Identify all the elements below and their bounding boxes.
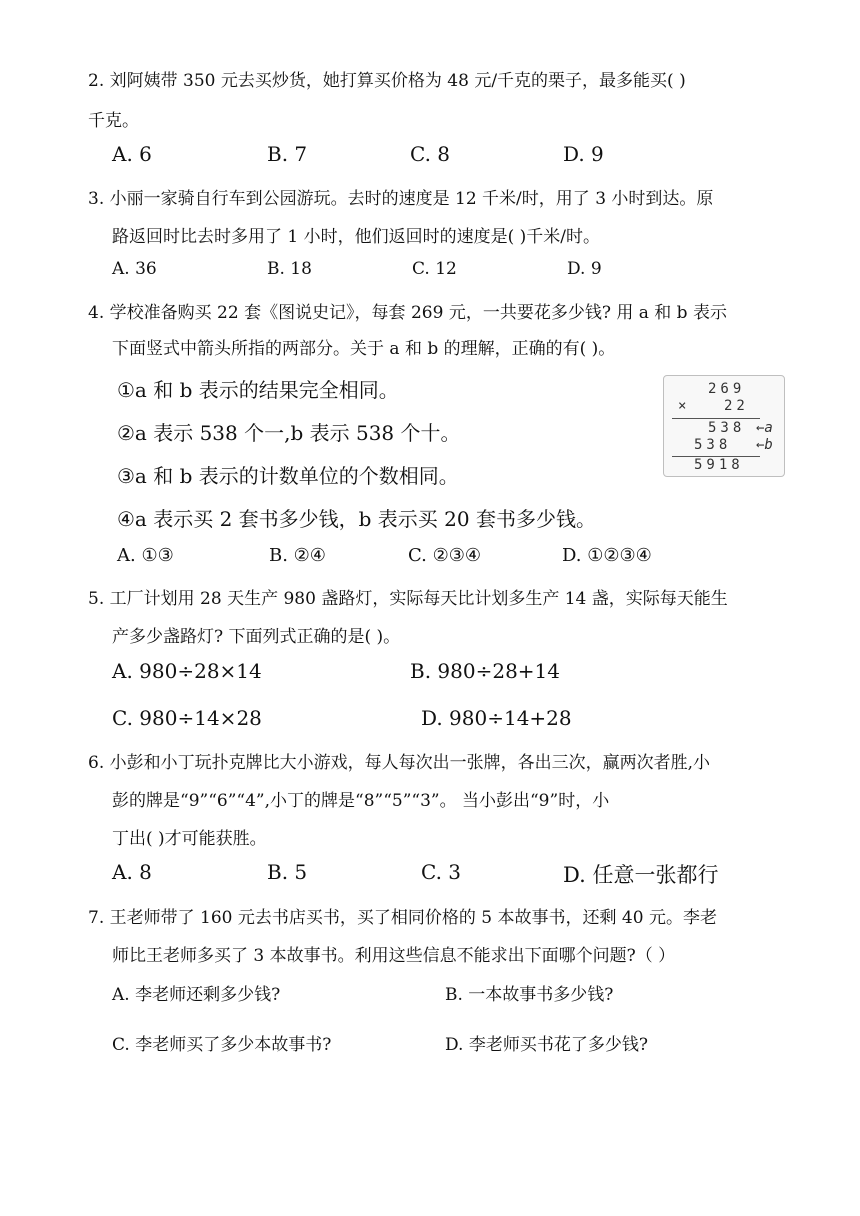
q5-stem-line1: 5. 工厂计划用 28 天生产 980 盏路灯，实际每天比计划多生产 14 盏，实际每天能生: [88, 589, 728, 609]
q6-option-c[interactable]: C. 3: [421, 860, 462, 884]
q2-stem-line2: 千克。: [88, 111, 139, 131]
q6-stem-line1: 6. 小彭和小丁玩扑克牌比大小游戏，每人每次出一张牌，各出三次，赢两次者胜,小: [88, 753, 711, 773]
calc-partial-a: 538: [708, 420, 746, 436]
q2-stem-line1: 2. 刘阿姨带 350 元去买炒货，她打算买价格为 48 元/千克的栗子，最多能买( ): [88, 71, 686, 91]
calc-arrow-a: ←a: [756, 420, 773, 436]
q4-option-c[interactable]: C. ②③④: [408, 545, 481, 566]
q5-option-d[interactable]: D. 980÷14+28: [421, 706, 572, 730]
q4-statement-2: ②a 表示 538 个一,b 表示 538 个十。: [117, 421, 461, 445]
q4-option-a[interactable]: A. ①③: [117, 545, 174, 566]
q7-option-b[interactable]: B. 一本故事书多少钱?: [445, 985, 614, 1005]
q4-stem-line2: 下面竖式中箭头所指的两部分。关于 a 和 b 的理解，正确的有( )。: [112, 339, 616, 359]
q6-option-d[interactable]: D. 任意一张都行: [563, 863, 719, 887]
q5-stem-line2: 产多少盏路灯? 下面列式正确的是( )。: [112, 627, 401, 647]
q3-stem-line2: 路返回时比去时多用了 1 小时，他们返回时的速度是( )千米/时。: [112, 227, 601, 247]
q4-option-d[interactable]: D. ①②③④: [562, 545, 652, 566]
calc-rule-1: [672, 418, 760, 419]
q3-option-c[interactable]: C. 12: [412, 259, 457, 279]
q3-option-b[interactable]: B. 18: [267, 259, 312, 279]
calc-multiplier: 22: [724, 398, 749, 414]
q2-option-d[interactable]: D. 9: [563, 142, 604, 166]
calc-times-sign: ×: [678, 398, 687, 414]
q4-option-b[interactable]: B. ②④: [269, 545, 326, 566]
q2-option-b[interactable]: B. 7: [267, 142, 308, 166]
q4-statement-3: ③a 和 b 表示的计数单位的个数相同。: [117, 464, 459, 488]
q6-stem-line2: 彭的牌是“9”“6”“4”,小丁的牌是“8”“5”“3”。 当小彭出“9”时，小: [112, 791, 610, 811]
calc-multiplicand: 269: [708, 381, 746, 397]
calc-product: 5918: [694, 457, 744, 473]
q6-option-b[interactable]: B. 5: [267, 860, 308, 884]
q3-option-d[interactable]: D. 9: [567, 259, 602, 279]
calc-arrow-b: ←b: [756, 437, 773, 453]
q6-stem-line3: 丁出( )才可能获胜。: [112, 829, 267, 849]
q3-stem-line1: 3. 小丽一家骑自行车到公园游玩。去时的速度是 12 千米/时，用了 3 小时到达。原: [88, 189, 714, 209]
q2-option-c[interactable]: C. 8: [410, 142, 451, 166]
q4-statement-1: ①a 和 b 表示的结果完全相同。: [117, 378, 399, 402]
q6-option-a[interactable]: A. 8: [112, 860, 152, 884]
calc-partial-b: 538: [694, 437, 732, 453]
q3-option-a[interactable]: A. 36: [112, 259, 157, 279]
q7-option-a[interactable]: A. 李老师还剩多少钱?: [112, 985, 281, 1005]
q7-stem-line2: 师比王老师多买了 3 本故事书。利用这些信息不能求出下面哪个问题?（ ）: [112, 946, 676, 966]
q7-option-d[interactable]: D. 李老师买书花了多少钱?: [445, 1035, 648, 1055]
q4-stem-line1: 4. 学校准备购买 22 套《图说史记》，每套 269 元，一共要花多少钱? 用 a 和 b 表示: [88, 303, 727, 323]
q5-option-b[interactable]: B. 980÷28+14: [410, 659, 560, 683]
q7-option-c[interactable]: C. 李老师买了多少本故事书?: [112, 1035, 332, 1055]
q5-option-a[interactable]: A. 980÷28×14: [112, 659, 262, 683]
q5-option-c[interactable]: C. 980÷14×28: [112, 706, 262, 730]
q2-option-a[interactable]: A. 6: [112, 142, 152, 166]
q4-statement-4: ④a 表示买 2 套书多少钱，b 表示买 20 套书多少钱。: [117, 507, 596, 531]
vertical-multiplication-figure: [663, 375, 785, 477]
q7-stem-line1: 7. 王老师带了 160 元去书店买书，买了相同价格的 5 本故事书，还剩 40 元。李老: [88, 908, 717, 928]
